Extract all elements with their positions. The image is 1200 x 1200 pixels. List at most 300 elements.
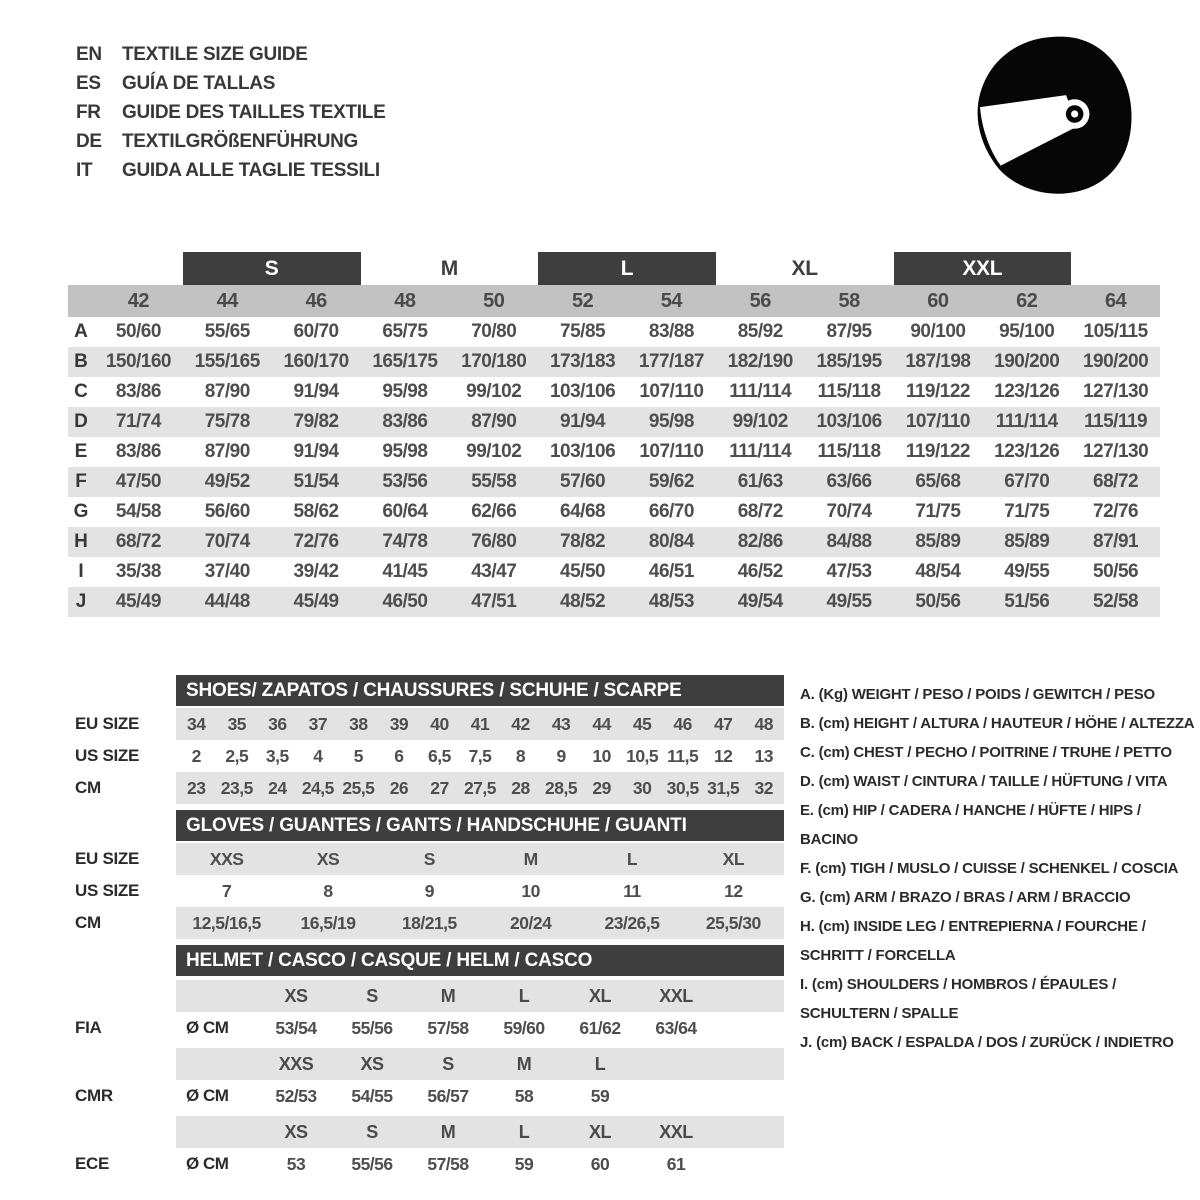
value: 8 [323, 880, 333, 901]
value: 28,5 [545, 777, 578, 798]
helmet-icon [968, 28, 1140, 200]
legend-item: I. (cm) SHOULDERS / HOMBROS / ÉPAULES / SCHULTERN / SPALLE [800, 976, 1117, 1022]
size-value: 85/89 [915, 531, 961, 552]
value: 48 [754, 713, 773, 734]
helmet-size-row [68, 1116, 784, 1148]
size-value: 49/55 [826, 591, 872, 612]
helmet-size: S [442, 1053, 454, 1074]
size-value: 150/160 [105, 351, 171, 372]
row-label: ECE [75, 1154, 110, 1173]
legend-item: F. (cm) TIGH / MUSLO / CUISSE / SCHENKEL / COSCIA [800, 860, 1179, 877]
measurement-legend [800, 680, 1200, 1057]
spacer [68, 675, 176, 706]
value: 3,5 [265, 745, 289, 766]
size-value: 170/180 [461, 351, 527, 372]
value: 23/26,5 [604, 912, 660, 933]
helmet-size: XXL [659, 1121, 693, 1142]
size-value: 71/74 [115, 411, 161, 432]
value: 30,5 [666, 777, 699, 798]
size-row-e [68, 437, 1160, 467]
language-item [76, 69, 385, 98]
size-group-xl: XL [791, 256, 818, 280]
language-code: FR [76, 101, 101, 123]
helmet-value-row [68, 1012, 784, 1044]
legend-item: E. (cm) HIP / CADERA / HANCHE / HÜFTE / HIPS / BACINO [800, 802, 1141, 848]
row-letter: G [73, 501, 89, 522]
size-value: 70/80 [471, 321, 517, 342]
size-value: 68/72 [1093, 471, 1139, 492]
size-value: 75/78 [204, 411, 250, 432]
size-value: 84/88 [826, 531, 872, 552]
language-item [76, 40, 385, 69]
size-value: 59/62 [648, 471, 694, 492]
value: 36 [268, 713, 287, 734]
size-value: 68/72 [737, 501, 783, 522]
size-row-a [68, 317, 1160, 347]
size-value: 47/53 [826, 561, 872, 582]
size-value: 155/165 [194, 351, 260, 372]
helmet-value: 57/58 [427, 1153, 469, 1174]
size-value: 99/102 [466, 381, 522, 402]
size-value: 65/68 [915, 471, 961, 492]
size-value: 55/58 [471, 471, 517, 492]
value: 5 [353, 745, 363, 766]
size-value: 61/63 [737, 471, 783, 492]
size-value: 74/78 [382, 531, 428, 552]
data-row [68, 907, 784, 939]
helmet-value: 52/53 [275, 1085, 317, 1106]
value: 12 [724, 880, 743, 901]
bottom-tables [68, 675, 784, 1180]
language-code: ES [76, 72, 101, 94]
value: 29 [592, 777, 611, 798]
value: 34 [187, 713, 206, 734]
size-value: 48/53 [648, 591, 694, 612]
row-label: EU SIZE [75, 849, 140, 868]
size-value: 63/66 [826, 471, 872, 492]
size-value: 119/122 [905, 441, 970, 462]
size-value: 91/94 [560, 411, 606, 432]
size-value: 95/98 [382, 441, 428, 462]
value: 7 [222, 880, 232, 901]
row-letter: E [74, 441, 88, 462]
size-value: 85/89 [1004, 531, 1050, 552]
size-number: 42 [127, 289, 150, 312]
spacer [68, 945, 176, 976]
value: 35 [227, 713, 247, 734]
size-value: 49/52 [204, 471, 250, 492]
unit-cell: Ø CM [186, 1086, 229, 1105]
size-value: 75/85 [560, 321, 606, 342]
size-value: 87/91 [1093, 531, 1139, 552]
value: 40 [430, 713, 449, 734]
size-value: 115/118 [817, 441, 881, 462]
value: 43 [551, 713, 571, 734]
row-data [176, 708, 784, 740]
value: 47 [713, 713, 733, 734]
size-value: 123/126 [994, 381, 1060, 402]
value: 27,5 [463, 777, 497, 798]
language-title: GUIDA ALLE TAGLIE TESSILI [122, 159, 380, 181]
size-row-h [68, 527, 1160, 557]
helmet-value [638, 1080, 714, 1112]
size-group-s: S [183, 252, 361, 285]
row-data [176, 1012, 784, 1044]
helmet-value: 54/55 [351, 1085, 393, 1106]
value: 39 [389, 713, 409, 734]
size-value: 68/72 [115, 531, 161, 552]
size-number: 44 [216, 289, 238, 312]
helmet-value: 59 [590, 1085, 610, 1106]
language-code: EN [76, 43, 102, 65]
language-title: GUIDE DES TAILLES TEXTILE [122, 101, 386, 123]
row-data [176, 740, 784, 772]
data-row [68, 708, 784, 740]
size-value: 76/80 [471, 531, 517, 552]
helmet-size-row [68, 980, 784, 1012]
language-title: TEXTILGRÖßENFÜHRUNG [122, 130, 359, 152]
size-value: 78/82 [560, 531, 606, 552]
value: 9 [424, 880, 434, 901]
row-label: US SIZE [75, 881, 140, 900]
size-value: 127/130 [1082, 441, 1149, 462]
size-value: 58/62 [293, 501, 339, 522]
size-value: 123/126 [994, 441, 1060, 462]
value: 13 [754, 745, 773, 766]
value: 25,5/30 [705, 912, 761, 933]
legend-item: C. (cm) CHEST / PECHO / POITRINE / TRUHE / PETTO [800, 744, 1172, 761]
data-row [68, 772, 784, 804]
value: XL [722, 848, 745, 869]
size-value: 46/50 [382, 591, 428, 612]
value: 11 [623, 880, 641, 901]
row-letter: F [75, 471, 87, 492]
helmet-body [68, 980, 784, 1180]
helmet-size: M [440, 1121, 456, 1142]
value: 16,5/19 [300, 912, 356, 933]
row-letter: I [78, 561, 84, 582]
value: 8 [515, 745, 526, 766]
size-value: 35/38 [115, 561, 161, 582]
row-label [68, 1116, 176, 1148]
helmet-table-title: HELMET / CASCO / CASQUE / HELM / CASCO [176, 945, 784, 976]
shoes-body [68, 708, 784, 804]
size-number: 58 [838, 289, 860, 312]
unit-spacer [176, 980, 258, 1012]
size-row-d [68, 407, 1160, 437]
size-number: 48 [394, 289, 416, 312]
value: 4 [313, 745, 323, 766]
helmet-value-row [68, 1148, 784, 1180]
helmet-size: XL [588, 1121, 611, 1142]
helmet-size: L [518, 985, 530, 1006]
size-number-row [68, 285, 1160, 317]
row-letter: B [74, 351, 88, 372]
size-row-g [68, 497, 1160, 527]
size-value: 72/76 [1093, 501, 1139, 522]
value: 38 [349, 713, 368, 734]
value: 18/21,5 [401, 912, 457, 933]
helmet-size: XXS [278, 1053, 314, 1074]
language-item [76, 156, 385, 185]
value: 6 [394, 745, 404, 766]
size-group-l: L [538, 252, 716, 285]
helmet-value: 53 [286, 1153, 306, 1174]
legend-item: H. (cm) INSIDE LEG / ENTREPIERNA / FOURCHE / SCHRITT / FORCELLA [800, 918, 1146, 964]
size-value: 47/51 [471, 591, 517, 612]
value: XS [316, 848, 340, 869]
value: 46 [673, 713, 692, 734]
value: 12,5/16,5 [192, 912, 261, 933]
row-label: CM [75, 778, 101, 797]
size-row-j [68, 587, 1160, 617]
size-value: 83/88 [648, 321, 694, 342]
value: 32 [754, 777, 773, 798]
size-value: 83/86 [115, 441, 161, 462]
language-list [76, 40, 385, 185]
size-row-b [68, 347, 1160, 377]
size-value: 48/54 [915, 561, 961, 582]
size-group-xxl: XXL [894, 252, 1072, 285]
value: 31,5 [707, 777, 740, 798]
size-value: 49/54 [737, 591, 783, 612]
shoes-header-row [68, 675, 784, 706]
row-letter: D [74, 411, 88, 432]
size-value: 111/114 [995, 411, 1058, 432]
unit-cell: Ø CM [186, 1018, 229, 1037]
size-value: 160/170 [283, 351, 349, 372]
size-value: 190/200 [1082, 351, 1149, 372]
value: 11,5 [667, 745, 699, 766]
value: 25,5 [342, 777, 375, 798]
row-data [176, 1148, 784, 1180]
size-value: 87/90 [204, 381, 250, 402]
size-value: 53/56 [382, 471, 428, 492]
language-code: IT [76, 159, 93, 181]
size-group-m: M [440, 256, 458, 280]
size-value: 71/75 [1004, 501, 1050, 522]
corner-cell [68, 285, 94, 317]
size-number: 50 [483, 289, 505, 312]
size-value: 72/76 [293, 531, 339, 552]
value: 27 [430, 777, 449, 798]
size-value: 45/49 [293, 591, 339, 612]
helmet-size: S [366, 985, 378, 1006]
unit-spacer [176, 1048, 258, 1080]
size-value: 165/175 [372, 351, 438, 372]
helmet-value: 60 [590, 1153, 610, 1174]
size-value: 107/110 [639, 381, 704, 402]
row-label: CMR [75, 1086, 113, 1105]
shoes-table [68, 675, 784, 804]
row-data [176, 772, 784, 804]
size-group-row [68, 252, 1160, 285]
size-value: 182/190 [727, 351, 793, 372]
spacer [68, 810, 176, 841]
helmet-value: 63/64 [655, 1017, 697, 1038]
size-value: 80/84 [648, 531, 694, 552]
legend-item: D. (cm) WAIST / CINTURA / TAILLE / HÜFTUNG / VITA [800, 773, 1168, 790]
row-label: CM [75, 913, 101, 932]
value: 45 [632, 713, 652, 734]
size-value: 185/195 [816, 351, 882, 372]
size-value: 48/52 [560, 591, 606, 612]
row-data [176, 1080, 784, 1112]
helmet-value: 59 [514, 1153, 534, 1174]
row-data [176, 875, 784, 907]
size-value: 187/198 [905, 351, 971, 372]
row-label: EU SIZE [75, 714, 140, 733]
value: 7,5 [468, 745, 492, 766]
size-value: 64/68 [560, 501, 606, 522]
legend-item: B. (cm) HEIGHT / ALTURA / HAUTEUR / HÖHE / ALTEZZA [800, 715, 1195, 732]
size-value: 47/50 [115, 471, 161, 492]
size-value: 95/98 [648, 411, 694, 432]
size-value: 95/98 [382, 381, 428, 402]
row-data [176, 1116, 784, 1148]
value: 42 [511, 713, 530, 734]
size-value: 43/47 [471, 561, 517, 582]
size-value: 57/60 [560, 471, 606, 492]
size-value: 60/64 [382, 501, 428, 522]
size-value: 90/100 [910, 321, 966, 342]
size-value: 105/115 [1083, 321, 1148, 342]
helmet-size: XXL [659, 985, 693, 1006]
size-value: 37/40 [204, 561, 250, 582]
size-value: 41/45 [382, 561, 428, 582]
size-row-c [68, 377, 1160, 407]
value: 44 [592, 713, 611, 734]
size-value: 107/110 [905, 411, 970, 432]
row-data [176, 1048, 784, 1080]
size-value: 87/90 [471, 411, 517, 432]
size-value: 79/82 [293, 411, 339, 432]
size-value: 60/70 [293, 321, 339, 342]
size-value: 71/75 [915, 501, 961, 522]
size-number: 52 [571, 289, 594, 312]
legend-item: A. (Kg) WEIGHT / PESO / POIDS / GEWITCH / PESO [800, 686, 1155, 703]
language-title: TEXTILE SIZE GUIDE [122, 43, 308, 65]
unit-cell: Ø CM [186, 1154, 229, 1173]
row-label [68, 1048, 176, 1080]
value: 10 [521, 880, 540, 901]
size-value: 99/102 [732, 411, 788, 432]
row-label [68, 980, 176, 1012]
size-value: 177/187 [638, 351, 704, 372]
size-value: 115/118 [817, 381, 881, 402]
size-value: 51/56 [1004, 591, 1050, 612]
unit-spacer [176, 1116, 258, 1148]
size-value: 39/42 [293, 561, 339, 582]
row-letter: H [74, 531, 88, 552]
value: S [423, 848, 435, 869]
shoes-table-title: SHOES/ ZAPATOS / CHAUSSURES / SCHUHE / SCARPE [176, 675, 784, 706]
data-row [68, 740, 784, 772]
value: 41 [470, 713, 490, 734]
size-value: 51/54 [293, 471, 339, 492]
size-value: 83/86 [382, 411, 428, 432]
size-value: 70/74 [826, 501, 872, 522]
helmet-value: 55/56 [351, 1153, 393, 1174]
size-value: 70/74 [204, 531, 250, 552]
helmet-value-row [68, 1080, 784, 1112]
value: 2,5 [225, 745, 249, 766]
row-data [176, 980, 784, 1012]
size-value: 67/70 [1004, 471, 1050, 492]
size-value: 50/56 [915, 591, 961, 612]
language-item [76, 127, 385, 156]
helmet-value: 56/57 [427, 1085, 469, 1106]
value: 24 [268, 777, 287, 798]
size-value: 52/58 [1093, 591, 1139, 612]
language-code: DE [76, 130, 102, 152]
value: 6,5 [428, 745, 451, 766]
value: 23,5 [220, 777, 253, 798]
helmet-size: S [366, 1121, 378, 1142]
size-value: 44/48 [204, 591, 250, 612]
size-row-f [68, 467, 1160, 497]
size-value: 46/52 [737, 561, 783, 582]
data-row [68, 843, 784, 875]
size-value: 56/60 [204, 501, 250, 522]
size-value: 111/114 [729, 441, 792, 462]
size-value: 173/183 [549, 351, 616, 372]
helmet-header-row [68, 945, 784, 976]
size-value: 190/200 [994, 351, 1060, 372]
size-value: 50/60 [115, 321, 161, 342]
value: 10,5 [626, 745, 659, 766]
size-value: 91/94 [293, 381, 339, 402]
helmet-value: 61 [666, 1153, 686, 1174]
helmet-value: 58 [514, 1085, 534, 1106]
size-number: 46 [305, 289, 327, 312]
row-letter: J [75, 591, 87, 612]
gloves-header-row [68, 810, 784, 841]
size-value: 62/66 [471, 501, 517, 522]
size-value: 45/50 [560, 561, 606, 582]
value: 20/24 [510, 912, 552, 933]
helmet-size: M [516, 1053, 532, 1074]
language-item [76, 98, 385, 127]
size-value: 99/102 [466, 441, 522, 462]
size-value: 91/94 [293, 441, 339, 462]
value: M [523, 848, 538, 869]
value: L [626, 848, 638, 869]
value: 28 [511, 777, 530, 798]
language-title: GUÍA DE TALLAS [122, 72, 276, 94]
size-value: 87/90 [204, 441, 250, 462]
size-value: 87/95 [826, 321, 872, 342]
legend-item: G. (cm) ARM / BRAZO / BRAS / ARM / BRACCIO [800, 889, 1131, 906]
value: 10 [592, 745, 611, 766]
value: 12 [713, 745, 733, 766]
size-value: 119/122 [905, 381, 970, 402]
helmet-value: 55/56 [351, 1017, 393, 1038]
helmet-value: 59/60 [503, 1017, 545, 1038]
size-number: 62 [1016, 289, 1038, 312]
gloves-body [68, 843, 784, 939]
size-number: 56 [749, 289, 771, 312]
size-row-i [68, 557, 1160, 587]
helmet-value: 61/62 [579, 1017, 621, 1038]
size-value: 103/106 [816, 411, 882, 432]
helmet-table [68, 945, 784, 1180]
row-letter: A [74, 321, 88, 342]
size-value: 83/86 [115, 381, 161, 402]
value: 24,5 [301, 777, 334, 798]
size-value: 49/55 [1004, 561, 1050, 582]
gloves-table [68, 810, 784, 939]
